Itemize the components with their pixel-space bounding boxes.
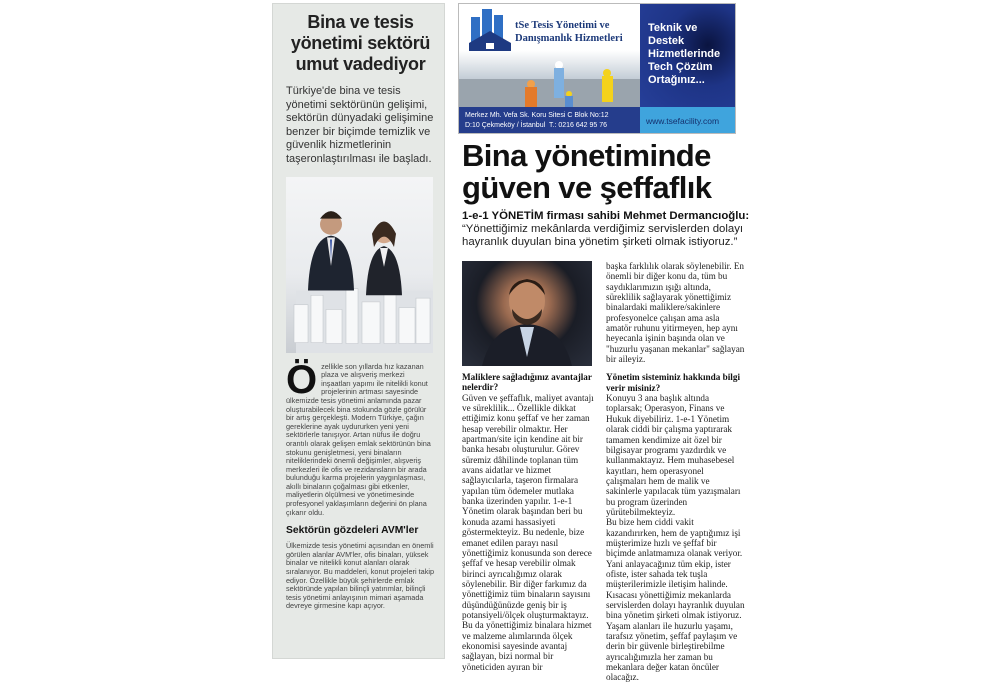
- ad-website: www.tsefacility.com: [640, 107, 736, 134]
- ad-address-line2: D:10 Çekmeköy / İstanbul: [465, 122, 546, 129]
- sidebar-subhead: Sektörün gözdeleri AVM'ler: [286, 525, 419, 537]
- answer-3: Bu bize hem ciddi vakit kazandırırken, hem de yaptığımız işi müşterimize hızlı ve şeffaf bir biçimde anlatmamıza olanak veriyor. Yani anlayacağınız tüm ekip, ister ofiste, ister sahada tek tuşla müşterilerimizle iletişim halinde.: [606, 517, 743, 590]
- sidebar-body-2: Ülkemizde tesis yönetimi açısından en önemli görülen alanlar AVM'ler, ofis binaları, yüksek binalar ve nitelikli konut alanları olarak sıralanıyor. Bu maddeleri, konut projeleri takip ediyor. Özellikle büyük şehirlerde emlak sektöründe yapılan bilinçli yatırımlar, bilinçli tesis yönetimi anlayışının mimari aşamada devreye girmesine kapı açıyor.: [286, 541, 435, 611]
- answer-4: Kısacası yönettiğimiz mekanlarda servislerden dolayı hayranlık duyulan bina yönetim şirketi olmak istiyoruz. Yaşam alanları ile huzurlu yaşamı, tarafsız yönetim, şeffaf paylaşım ve derin bir güvenle birleştirebilme ayrıcalığımızla her zaman bu mekanlara değer katan öncüler olacağız.: [606, 589, 745, 683]
- article-column-1: [462, 261, 596, 672]
- interviewee-portrait: [462, 261, 592, 366]
- building-logo-icon: [467, 9, 513, 51]
- sidebar-article: [272, 3, 445, 659]
- answer-1: Güven ve şeffaflık, maliyet avantajı ve süreklilik... Özellikle dikkat ettiğimiz konu şeffaf ve her zaman hesap verebilir olmaktır. Her apartman/site için kendine ait bir banka hesabı oluşturulur. Görev süremiz dâhilinde toplanan tüm avans aidatlar ve hizmet sağlayıcılarla, taşeron firmalara yapılan tüm ödemeler mutlaka banka üzerinden yapılır. 1-e-1 Yönetim olarak başından beri bu konuda azami hassasiyeti göstermekteyiz. Bu nedenle, bize emanet edilen parayı nasıl yönettiğimiz konusunda son derece şeffaf ve hesap verebilir olmak birinci ayrıcalığımız olarak söylenebilir. Bir diğer farkımız da yönettiğimiz tüm binaların sayısını düşündüğünüzde geniş bir iş potansiyeli/ölçek oluşturmaktayız. Bu da yönettiğimiz binalara hizmet ve malzeme alımlarında ölçek ekonomisi sayesinde avantaj sağlayan, bizi normal bir yöneticiden ayıran bir: [462, 392, 594, 672]
- ad-address-line1: Merkez Mh. Vefa Sk. Koru Sitesi C Blok No:12: [465, 112, 609, 119]
- dropcap: Ö: [286, 357, 318, 402]
- worker-figurines-icon: [459, 59, 640, 107]
- answer-2: Konuyu 3 ana başlık altında toplarsak; Operasyon, Finans ve Hukuk diyebiliriz. 1-e-1 Yönetim olarak ciddi bir çalışma yaptırarak tamamen kendimize ait özel bir bilgisayar programı yazdırdık ve kullanmaktayız. Hem muhasebesel kayıtları, hem operasyonel çalışmaları hem de malik ve sakinlerle yapılacak tüm yazışmaları bu program üzerinden yürütebilmekteyiz.: [606, 393, 741, 517]
- sidebar-title: Bina ve tesis yönetimi sektörü umut vadediyor: [290, 12, 431, 74]
- sidebar-intro: Türkiye'de bina ve tesis yönetimi sektörünün gelişimi, sektörün dünyadaki gelişimine benzer bir biçimde temizlik ve güvenlik hizmetlerinin taşeronlaştırılması ile başladı.: [286, 85, 434, 165]
- main-article: [462, 140, 750, 683]
- ad-slogan: Teknik ve Destek Hizmetlerinde Tech Çözüm Ortağınız...: [648, 22, 721, 86]
- article-columns: [462, 261, 750, 683]
- deck-lead: 1-e-1 YÖNETİM firması sahibi Mehmet Dermancıoğlu:: [462, 210, 750, 222]
- tse-advertisement: [458, 3, 736, 134]
- ad-company-name: tSe Tesis Yönetimi ve Danışmanlık Hizmetleri: [515, 20, 623, 44]
- question-2: Yönetim sisteminiz hakkında bilgi verir misiniz?: [606, 372, 741, 393]
- sidebar-body: [286, 357, 435, 518]
- ad-phone: T.: 0216 642 95 76: [549, 122, 608, 129]
- sidebar-body-text: zellikle son yıllarda hız kazanan plaza ve alışveriş merkezi inşaatları yapımı ile nitelikli konut projelerinin artması sayesinde ülkemizde tesis yönetimi anlamında pazar oluşturabilecek bina stokunda gözle görülür bir artış gerçekleşti. Modern Türkiye, çağın gereklerine ayak uydururken yeni yeni sektörlerle tanışıyor. Artan nüfus ile doğru orantılı olarak gelişen emlak sektörünün bina stokunu genişletmesi, yeni binaların niteliklerindeki önemli değişimler, alışveriş merkezleri ile ofis ve rezidansların bir arada bulunduğu karma projelerin yaygınlaşması, akıllı binaların çoğalması gibi etkenler, maliyetlerin ölçülmesi ve yönetimesinde profesyonel yaklaşımların değerini ön plana çıkarır oldu.: [286, 361, 431, 517]
- ad-slogan-panel: [640, 4, 736, 107]
- article-deck: [462, 210, 750, 249]
- business-people-photo: [286, 177, 433, 353]
- answer-1-continued: başka farklılık olarak söylenebilir. En önemli bir diğer konu da, tüm bu saydıklarımızın ışığı altında, süreklilik sağlayarak yönettiğimiz binalardaki maliklere/sakinlere profesyonelce çalışan ama asla amatör ruhunu yitirmeyen, hep aynı heyecanla işinin başında olan ve "huzurlu yaşanan mekanlar" sağlayan bir aileyiz.: [606, 261, 745, 365]
- deck-quote: “Yönettiğimiz mekânlarda verdiğimiz servislerden dolayı hayranlık duyulan bina yönetim şirketi olmak istiyoruz.”: [462, 223, 744, 248]
- question-1: Maliklere sağladığınız avantajlar nelerdir?: [462, 372, 592, 393]
- ad-address: [459, 107, 640, 134]
- ad-image-area: [459, 4, 640, 107]
- article-column-2: [606, 261, 746, 683]
- article-headline: Bina yönetiminde güven ve şeffaflık: [462, 138, 712, 205]
